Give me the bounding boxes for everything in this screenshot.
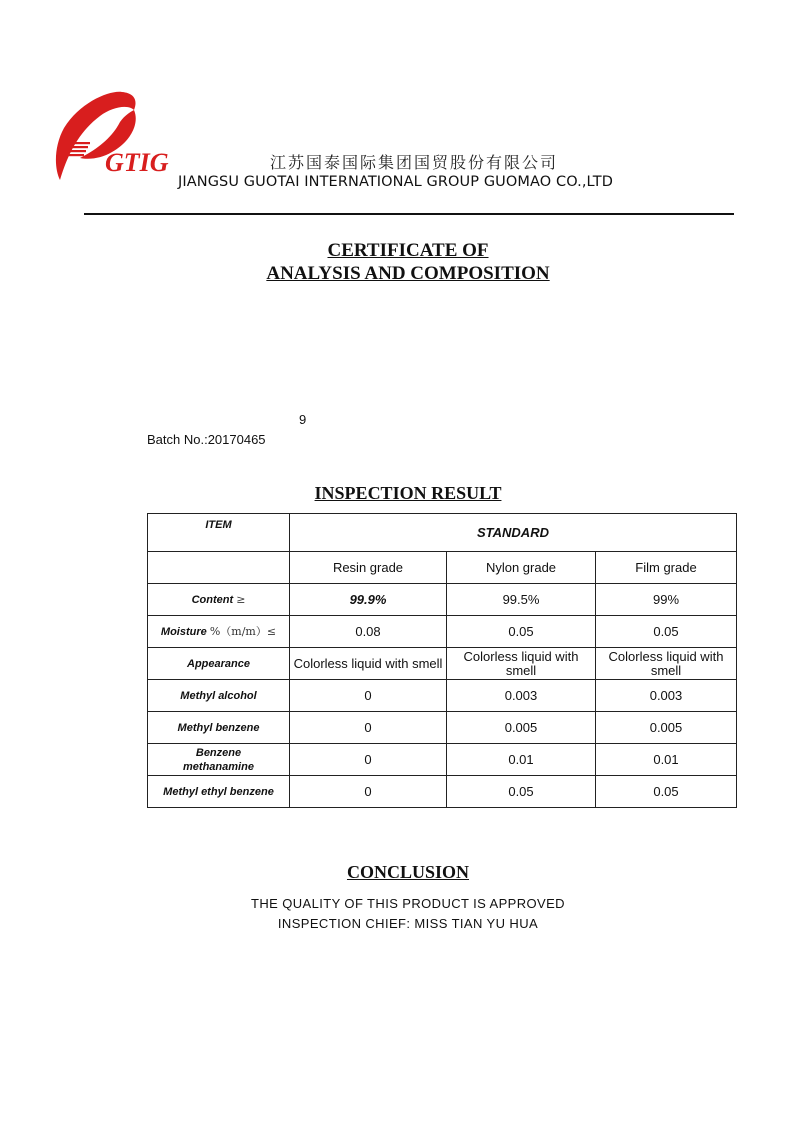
value-resin: 99.9% — [290, 584, 447, 616]
value-resin: 0 — [290, 680, 447, 712]
grade-header-row — [148, 552, 737, 584]
table-header-row — [148, 514, 737, 552]
company-logo — [50, 90, 180, 190]
value-film: 0.01 — [596, 744, 737, 776]
item-label: Appearance — [148, 648, 290, 680]
value-nylon: 99.5% — [447, 584, 596, 616]
grade-nylon: Nylon grade — [447, 552, 596, 584]
company-name-chinese: 江苏国泰国际集团国贸股份有限公司 — [270, 153, 559, 172]
value-resin: 0 — [290, 744, 447, 776]
table-row — [148, 744, 737, 776]
empty-cell — [148, 552, 290, 584]
item-label: Methyl ethyl benzene — [148, 776, 290, 808]
certificate-title-line1: CERTIFICATE OF — [327, 240, 489, 261]
value-film: 0.05 — [596, 776, 737, 808]
header-item-cell: ITEM — [148, 514, 290, 552]
grade-resin: Resin grade — [290, 552, 447, 584]
table-row — [148, 616, 737, 648]
value-film: 0.003 — [596, 680, 737, 712]
header-divider — [84, 213, 734, 215]
item-label: Content — [191, 593, 234, 606]
grade-film: Film grade — [596, 552, 737, 584]
value-resin: 0.08 — [290, 616, 447, 648]
item-label: Methyl benzene — [148, 712, 290, 744]
value-nylon: 0.01 — [447, 744, 596, 776]
value-nylon: Colorless liquid with smell — [447, 648, 596, 680]
value-nylon: 0.05 — [447, 616, 596, 648]
inspection-result-table — [147, 513, 737, 808]
value-film: 0.005 — [596, 712, 737, 744]
header-standard-cell: STANDARD — [290, 514, 737, 552]
table-row — [148, 680, 737, 712]
item-cell — [148, 584, 290, 616]
table-row — [148, 584, 737, 616]
value-film: Colorless liquid with smell — [596, 648, 737, 680]
inspection-chief: INSPECTION CHIEF: MISS TIAN YU HUA — [277, 916, 539, 931]
table-row — [148, 776, 737, 808]
item-unit: %（m/m）≤ — [209, 624, 277, 638]
item-label: Methyl alcohol — [148, 680, 290, 712]
value-film: 0.05 — [596, 616, 737, 648]
item-label: Moisture — [160, 625, 207, 638]
value-nylon: 0.05 — [447, 776, 596, 808]
conclusion-statement: THE QUALITY OF THIS PRODUCT IS APPROVED — [251, 896, 565, 911]
value-nylon: 0.003 — [447, 680, 596, 712]
table-row — [148, 712, 737, 744]
stray-number: 9 — [299, 412, 307, 427]
logo-wordmark: GTIG — [105, 148, 169, 177]
value-resin: Colorless liquid with smell — [290, 648, 447, 680]
company-name-english: JIANGSU GUOTAI INTERNATIONAL GROUP GUOMAO CO.,LTD — [178, 174, 613, 190]
batch-number: Batch No.:20170465 — [147, 432, 266, 447]
value-film: 99% — [596, 584, 737, 616]
item-cell — [148, 616, 290, 648]
conclusion-title: CONCLUSION — [346, 862, 470, 882]
item-label: Benzene methanamine — [148, 744, 290, 776]
value-resin: 0 — [290, 712, 447, 744]
value-resin: 0 — [290, 776, 447, 808]
certificate-title-line2: ANALYSIS AND COMPOSITION — [266, 263, 550, 284]
table-row — [148, 648, 737, 680]
inspection-result-title: INSPECTION RESULT — [314, 483, 502, 503]
item-unit: ≥ — [236, 592, 246, 606]
value-nylon: 0.005 — [447, 712, 596, 744]
